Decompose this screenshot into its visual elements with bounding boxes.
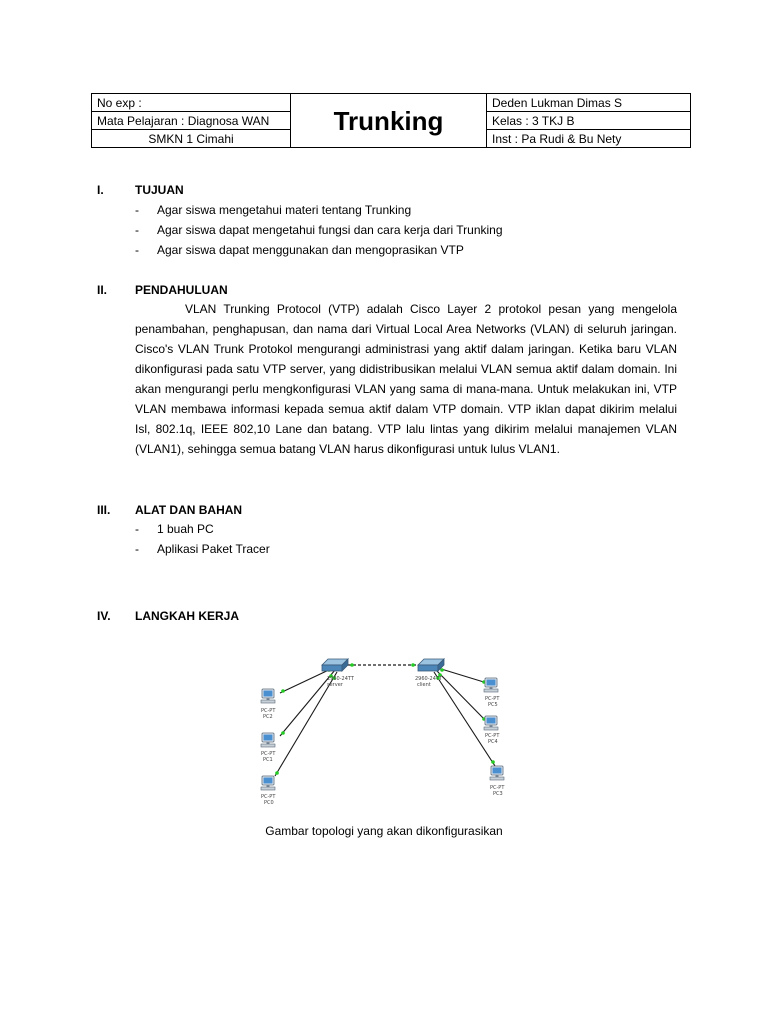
figure-caption: Gambar topologi yang akan dikonfigurasikan (265, 824, 503, 838)
student-name: Deden Lukman Dimas S (487, 94, 691, 112)
list-item: - Aplikasi Paket Tracer (135, 542, 270, 556)
header-table (91, 93, 691, 148)
svg-text:PC-PT: PC-PT (261, 751, 276, 757)
pc0-label: PC0 (264, 800, 274, 806)
pc5-label: PC5 (488, 702, 498, 708)
pc2-label: PC2 (263, 714, 273, 720)
intro-paragraph: VLAN Trunking Protocol (VTP) adalah Cisco Layer 2 protokol pesan yang mengelola penambahan, penghapusan, dan nama dari Virtual Local Area Networks (VLAN) di seluruh jaringan. Cisco's VLAN Trunk Protokol mengurangi administrasi yang aktif dalam jaringan. Ketika baru VLAN dikonfigurasi pada satu VTP server, yang didistribusikan melalui VLAN semua aktif dalam domain. Ini akan mengurangi perlu mengkonfigurasi VLAN yang sama di mana-mana. Untuk melakukan ini, VTP VLAN membawa informasi kepada semua aktif dalam VTP domain. VTP iklan dapat dikirim melalui Isl, 802.1q, IEEE 802,10 Lane dan batang. VTP lalu lintas yang dikirim melalui manajemen VLAN (VLAN1), sehingga semua batang VLAN harus dikonfigurasi untuk lulus VLAN1. (135, 302, 677, 456)
section-heading: ALAT DAN BAHAN (135, 503, 243, 517)
switch-server-label: 2960-24TT (327, 676, 354, 682)
no-exp: No exp : (92, 94, 291, 112)
school-name: SMKN 1 Cimahi (92, 130, 291, 148)
list-item: - 1 buah PC (135, 522, 214, 536)
mata-pelajaran: Mata Pelajaran : Diagnosa WAN (92, 112, 291, 130)
pc-icon (484, 678, 498, 692)
topology-figure (255, 656, 515, 806)
pc-icon (261, 733, 275, 747)
svg-text:PC-PT: PC-PT (485, 696, 500, 702)
section-heading: TUJUAN (135, 183, 184, 197)
svg-text:PC-PT: PC-PT (261, 708, 276, 714)
pc3-label: PC3 (493, 791, 503, 797)
switch-client-label: 2960-24TT (415, 676, 442, 682)
pc-icon (484, 716, 498, 730)
pc-icon (261, 689, 275, 703)
instructor: Inst : Pa Rudi & Bu Nety (487, 130, 691, 148)
list-item: - Agar siswa dapat menggunakan dan mengoprasikan VTP (135, 243, 464, 257)
pc1-label: PC1 (263, 757, 273, 763)
svg-text:PC-PT: PC-PT (485, 733, 500, 739)
switch-server-role: server (327, 682, 343, 688)
section-number: I. (97, 183, 104, 197)
page-title: Trunking (291, 94, 487, 148)
switch-server-icon (322, 659, 348, 671)
pc-icon (261, 776, 275, 790)
list-item: - Agar siswa dapat mengetahui fungsi dan cara kerja dari Trunking (135, 223, 503, 237)
pc-icon (490, 766, 504, 780)
pc4-label: PC4 (488, 739, 498, 745)
switch-client-icon (418, 659, 444, 671)
section-heading: PENDAHULUAN (135, 283, 228, 297)
section-heading: LANGKAH KERJA (135, 609, 240, 623)
section-number: III. (97, 503, 111, 517)
list-item: - Agar siswa mengetahui materi tentang Trunking (135, 203, 412, 217)
trunk-link (348, 663, 418, 667)
section-number: II. (97, 283, 108, 297)
svg-text:PC-PT: PC-PT (490, 785, 505, 791)
svg-text:PC-PT: PC-PT (261, 794, 276, 800)
kelas: Kelas : 3 TKJ B (487, 112, 691, 130)
switch-client-role: client (417, 682, 431, 688)
section-number: IV. (97, 609, 111, 623)
